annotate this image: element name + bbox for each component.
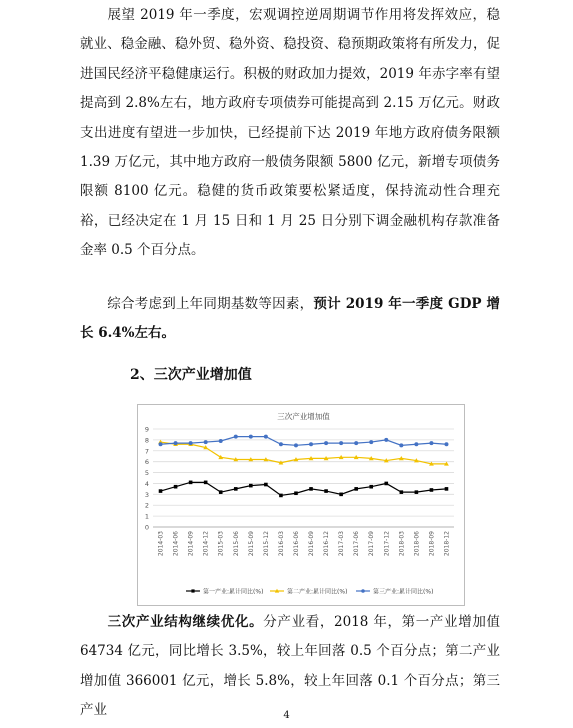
data-point bbox=[249, 435, 253, 439]
chart-svg bbox=[138, 405, 464, 605]
industry-chart bbox=[137, 404, 465, 606]
x-tick-label: 2018-12 bbox=[443, 531, 451, 557]
legend-marker bbox=[361, 589, 365, 593]
data-point bbox=[159, 489, 163, 493]
data-point bbox=[204, 440, 208, 444]
legend-label: 第三产业:累计同比(%) bbox=[373, 588, 434, 596]
data-point bbox=[174, 485, 178, 489]
data-point bbox=[414, 442, 418, 446]
data-point bbox=[204, 481, 208, 485]
x-tick-label: 2016-06 bbox=[292, 531, 300, 557]
data-point bbox=[234, 487, 238, 491]
data-point bbox=[294, 443, 298, 447]
data-point bbox=[279, 494, 283, 498]
data-point bbox=[264, 483, 268, 487]
x-tick-label: 2017-12 bbox=[383, 531, 391, 557]
series-line bbox=[161, 482, 447, 495]
paragraph-structure-text: 分产业看，2018 年，第一产业增加值 64734 亿元，同比增长 3.5%，较上年回落 0.5 个百分点；第二产业增加值 366001 亿元，增长 5.8%，较上年回落 0.1 个百分点；第三产业 bbox=[80, 614, 500, 719]
data-point bbox=[354, 441, 358, 445]
x-tick-label: 2017-03 bbox=[338, 531, 346, 557]
paragraph-structure-bold: 三次产业结构继续优化。 bbox=[107, 614, 264, 630]
y-tick-label: 1 bbox=[144, 512, 149, 521]
paragraph-forecast-bold: 预计 2019 年一季度 GDP 增长 6.4%左右。 bbox=[80, 296, 501, 342]
data-point bbox=[384, 482, 388, 486]
x-tick-label: 2018-09 bbox=[428, 531, 436, 557]
data-point bbox=[219, 439, 223, 443]
y-tick-label: 2 bbox=[144, 501, 149, 510]
y-tick-label: 5 bbox=[144, 469, 149, 478]
data-point bbox=[279, 442, 283, 446]
x-tick-label: 2016-03 bbox=[277, 531, 285, 557]
data-point bbox=[445, 487, 449, 491]
legend-label: 第二产业:累计同比(%) bbox=[287, 588, 348, 596]
x-tick-label: 2015-06 bbox=[232, 531, 240, 557]
y-tick-label: 3 bbox=[144, 490, 149, 499]
x-tick-label: 2014-12 bbox=[202, 531, 210, 557]
data-point bbox=[324, 441, 328, 445]
x-tick-label: 2017-06 bbox=[353, 531, 361, 557]
y-tick-label: 8 bbox=[144, 436, 149, 445]
data-point bbox=[354, 487, 358, 491]
data-point bbox=[189, 481, 193, 485]
data-point bbox=[415, 490, 419, 494]
data-point bbox=[384, 438, 388, 442]
x-tick-label: 2014-06 bbox=[172, 531, 180, 557]
paragraph-outlook bbox=[80, 1, 500, 266]
data-point bbox=[429, 441, 433, 445]
series-line bbox=[161, 437, 447, 446]
page-number: 4 bbox=[283, 710, 290, 721]
data-point bbox=[369, 440, 373, 444]
data-point bbox=[174, 441, 178, 445]
data-point bbox=[339, 441, 343, 445]
data-point bbox=[400, 490, 404, 494]
paragraph-forecast-text: 综合考虑到上年同期基数等因素， bbox=[107, 296, 314, 312]
data-point bbox=[249, 484, 253, 488]
data-point bbox=[324, 489, 328, 493]
section-heading: 2、三次产业增加值 bbox=[130, 367, 252, 383]
data-point bbox=[294, 491, 298, 495]
x-tick-label: 2015-09 bbox=[247, 531, 255, 557]
paragraph-outlook-text: 展望 2019 年一季度，宏观调控逆周期调节作用将发挥效应，稳就业、稳金融、稳外贸、稳外资、稳投资、稳预期政策将有所发力，促进国民经济平稳健康运行。积极的财政加力提效，2019 年赤字率有望提高到 2.8%左右，地方政府专项债券可能提高到 2.15 万亿元。财政支出进度有望进一步加快，已经提前下达 2019 年地方政府债务限额 1.39 万亿元，其中地方政府一般债务限额 5800 亿元，新增专项债务限额 8100 亿元。稳健的货币政策要松紧适度，保持流动性合理充裕，已经决定在 1 月 15 日和 1 月 25 日分别下调金融机构存款准备金率 0.5 个百分点。 bbox=[80, 7, 500, 259]
x-tick-label: 2015-12 bbox=[262, 531, 270, 557]
data-point bbox=[339, 493, 343, 497]
y-tick-label: 6 bbox=[144, 458, 149, 467]
x-tick-label: 2015-03 bbox=[217, 531, 225, 557]
paragraph-structure bbox=[80, 608, 500, 726]
chart-title: 三次产业增加值 bbox=[277, 412, 330, 421]
data-point bbox=[430, 488, 434, 492]
paragraph-forecast bbox=[80, 290, 500, 349]
x-tick-label: 2018-03 bbox=[398, 531, 406, 557]
x-tick-label: 2018-06 bbox=[413, 531, 421, 557]
legend-label: 第一产业:累计同比(%) bbox=[203, 588, 264, 596]
y-tick-label: 0 bbox=[144, 523, 149, 532]
x-tick-label: 2016-12 bbox=[323, 531, 331, 557]
data-point bbox=[369, 485, 373, 489]
legend-marker bbox=[191, 589, 194, 592]
data-point bbox=[159, 442, 163, 446]
x-tick-label: 2014-09 bbox=[187, 531, 195, 557]
data-point bbox=[309, 442, 313, 446]
x-tick-label: 2017-09 bbox=[368, 531, 376, 557]
y-tick-label: 9 bbox=[144, 425, 149, 434]
data-point bbox=[264, 435, 268, 439]
data-point bbox=[189, 441, 193, 445]
x-tick-label: 2014-03 bbox=[157, 531, 165, 557]
y-tick-label: 4 bbox=[144, 479, 149, 488]
data-point bbox=[309, 487, 313, 491]
data-point bbox=[444, 442, 448, 446]
x-tick-label: 2016-09 bbox=[308, 531, 316, 557]
y-tick-label: 7 bbox=[144, 447, 149, 456]
data-point bbox=[219, 490, 223, 494]
data-point bbox=[399, 443, 403, 447]
data-point bbox=[234, 435, 238, 439]
